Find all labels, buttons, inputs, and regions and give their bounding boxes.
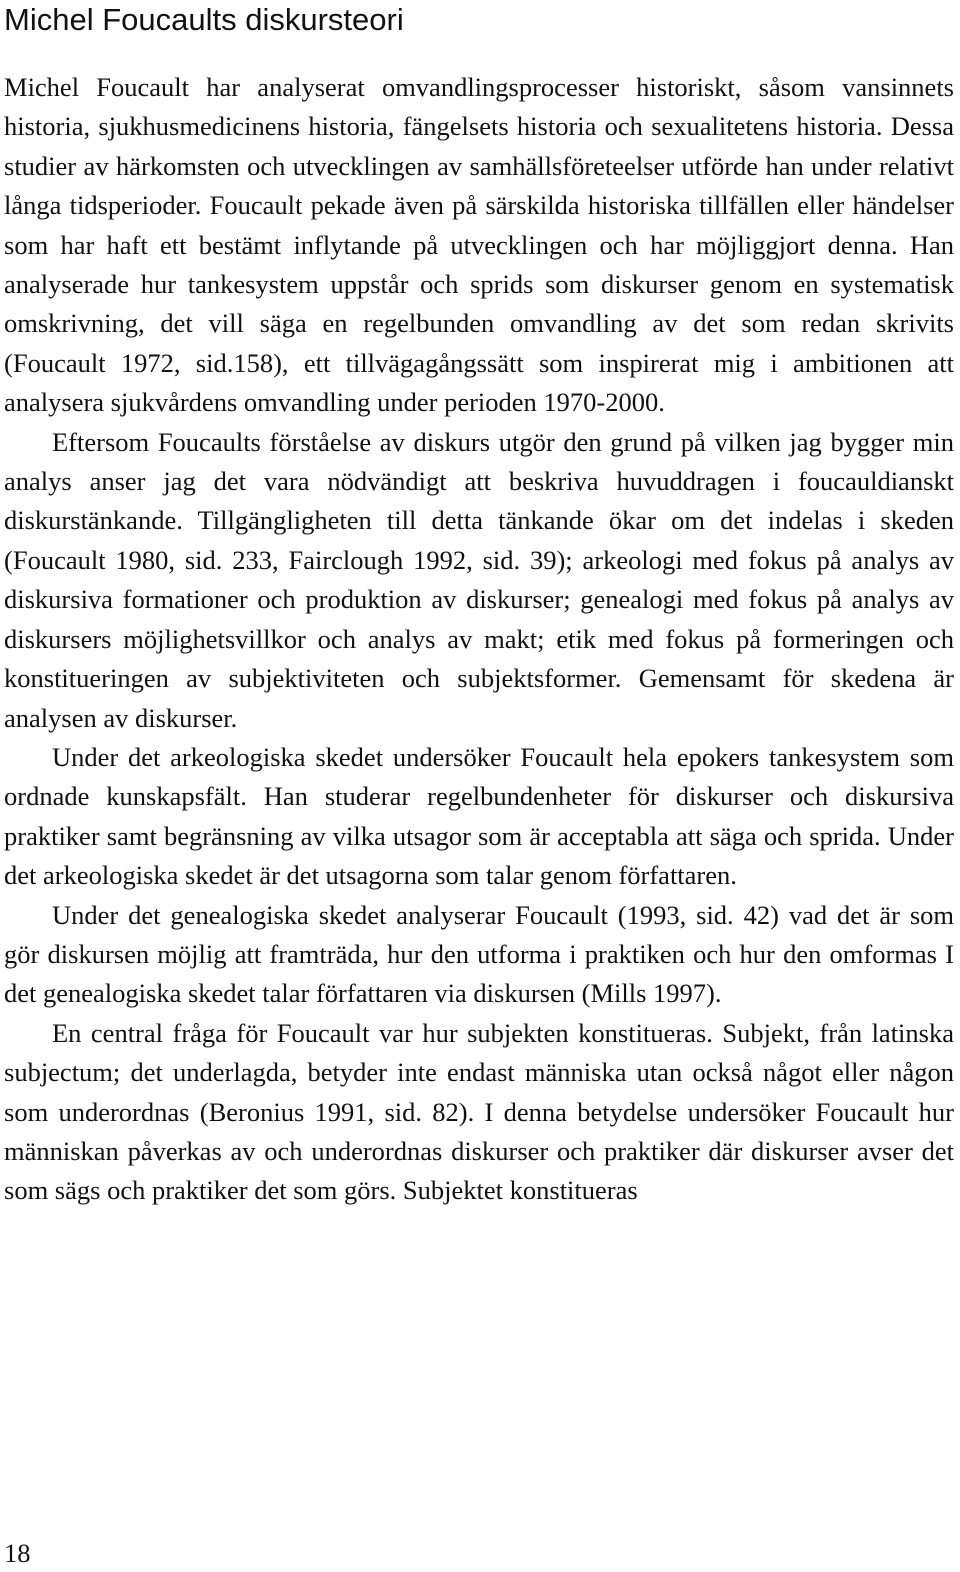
page-number: 18 (4, 1538, 31, 1568)
paragraph-3: Under det arkeologiska skedet undersöker Foucault hela epokers tankesystem som ordnade kunskapsfält. Han studerar regelbundenheter för diskurser och diskursiva praktiker samt begränsning av vilka utsagor som är acceptabla att säga och sprida. Under det arkeologiska skedet är det utsagorna som talar genom författaren. (4, 741, 954, 891)
section-heading: Michel Foucaults diskursteori (4, 2, 404, 37)
paragraph-1: Michel Foucault har analyserat omvandlingsprocesser historiskt, såsom vansinnets historia, sjukhusmedicinens historia, fängelsets historia och sexualitetens historia. Dessa studier av härkomsten och utvecklingen av samhällsföreteelser utförde han under relativt långa tidsperioder. Foucault pekade även på särskilda historiska tillfällen eller händelser som har haft ett bestämt inflytande på utvecklingen och har möjliggjort denna. Han analyserade hur tankesystem uppstår och sprids som diskurser genom en systematisk omskrivning, det vill säga en regelbunden omvandling av det som redan skrivits (Foucault 1972, sid.158), ett tillvägagångssätt som inspirerat mig i ambitionen att analysera sjukvårdens omvandling under perioden 1970-2000. (4, 72, 954, 418)
paragraph-4: Under det genealogiska skedet analyserar Foucault (1993, sid. 42) vad det är som gör diskursen möjlig att framträda, hur den utforma i praktiken och hur den omformas I det genealogiska skedet talar författaren via diskursen (Mills 1997). (4, 899, 954, 1009)
body-text (4, 68, 954, 1211)
paragraph-5: En central fråga för Foucault var hur subjekten konstitueras. Subjekt, från latinska subjectum; det underlagda, betyder inte endast människa utan också något eller någon som underordnas (Beronius 1991, sid. 82). I denna betydelse undersöker Foucault hur människan påverkas av och underordnas diskurser och praktiker där diskurser avser det som sägs och praktiker det som görs. Subjektet konstitueras (4, 1017, 954, 1206)
paragraph-2: Eftersom Foucaults förståelse av diskurs utgör den grund på vilken jag bygger min analys anser jag det vara nödvändigt att beskriva huvuddragen i foucauldianskt diskurstänkande. Tillgängligheten till detta tänkande ökar om det indelas i skeden (Foucault 1980, sid. 233, Fairclough 1992, sid. 39); arkeologi med fokus på analys av diskursiva formationer och produktion av diskurser; genealogi med fokus på analys av diskursers möjlighetsvillkor och analys av makt; etik med fokus på formeringen och konstitueringen av subjektiviteten och subjektsformer. Gemensamt för skedena är analysen av diskurser. (4, 426, 954, 733)
